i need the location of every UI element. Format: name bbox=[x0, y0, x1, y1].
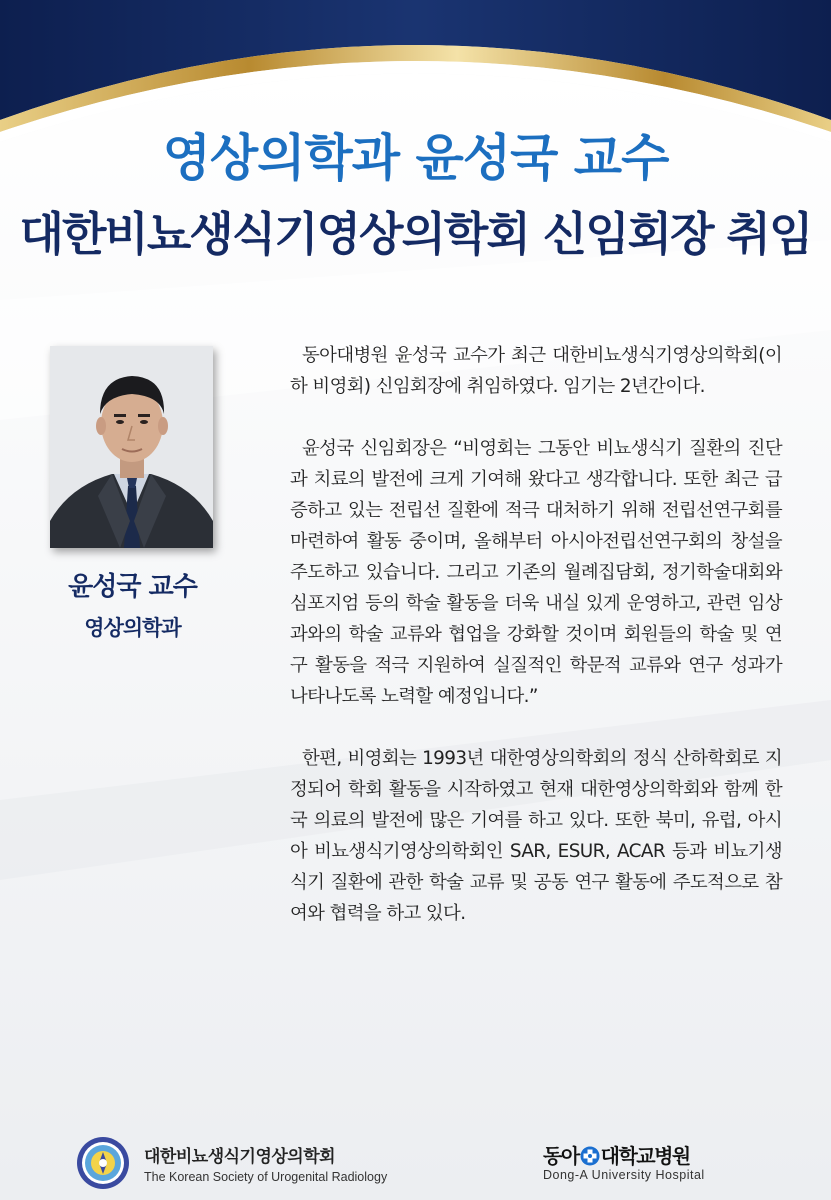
article-paragraph: 한편, 비영회는 1993년 대한영상의학회의 정식 산하학회로 지정되어 학회 활동을 시작하였고 현재 대한영상의학회와 함께 한국 의료의 발전에 많은 기여를 하고 있다. 또한 북미, 유럽, 아시아 비뇨생식기영상의학회인 SAR, ESUR, ACAR 등과 비뇨기생식기 질환에 관한 학술 교류 및 공동 연구 활동에 주도적으로 참여와 협력을 하고 있다. bbox=[290, 748, 782, 924]
profile-name: 윤성국 교수 bbox=[68, 572, 197, 602]
portrait-photo bbox=[50, 346, 213, 548]
headline-line1: 영상의학과 윤성국 교수 bbox=[162, 129, 669, 187]
hospital-logo bbox=[543, 1140, 723, 1190]
article-paragraph: 동아대병원 윤성국 교수가 최근 대한비뇨생식기영상의학회(이하 비영회) 신임회장에 취임하였다. 임기는 2년간이다. bbox=[290, 345, 782, 397]
hospital-name-korean bbox=[543, 1140, 690, 1169]
hospital-name-part: 동아 bbox=[543, 1144, 579, 1168]
hospital-name-part: 대학교병원 bbox=[600, 1144, 690, 1168]
society-name-korean: 대한비뇨생식기영상의학회 bbox=[144, 1147, 336, 1167]
hospital-name-english: Dong-A University Hospital bbox=[543, 1168, 705, 1182]
article-paragraph: 윤성국 신임회장은 “비영회는 그동안 비뇨생식기 질환의 진단과 치료의 발전에 크게 기여해 왔다고 생각합니다. 또한 최근 급증하고 있는 전립선 질환에 적극 대처하기 위해 전립선연구회를 마련하여 활동 중이며, 올해부터 아시아전립선연구회의 창설을 주도하고 있습니다. 그리고 기존의 월례집담회, 정기학술대회와 심포지엄 등의 학술 활동을 더욱 내실 있게 운영하고, 관련 임상과와의 학술 교류와 협업을 강화할 것이며 회원들의 학술 및 연구 활동을 적극 지원하여 실질적인 학문적 교류와 연구 성과가 나타나도록 노력할 예정입니다.” bbox=[290, 438, 782, 707]
society-name-english: The Korean Society of Urogenital Radiology bbox=[144, 1170, 388, 1184]
society-seal-icon bbox=[76, 1136, 130, 1190]
headline-line2: 대한비뇨생식기영상의학회 신임회장 취임 bbox=[19, 207, 812, 261]
hospital-cross-icon bbox=[580, 1146, 600, 1166]
society-logo bbox=[76, 1136, 396, 1192]
profile-department: 영상의학과 bbox=[84, 616, 181, 640]
article-body bbox=[290, 340, 782, 929]
